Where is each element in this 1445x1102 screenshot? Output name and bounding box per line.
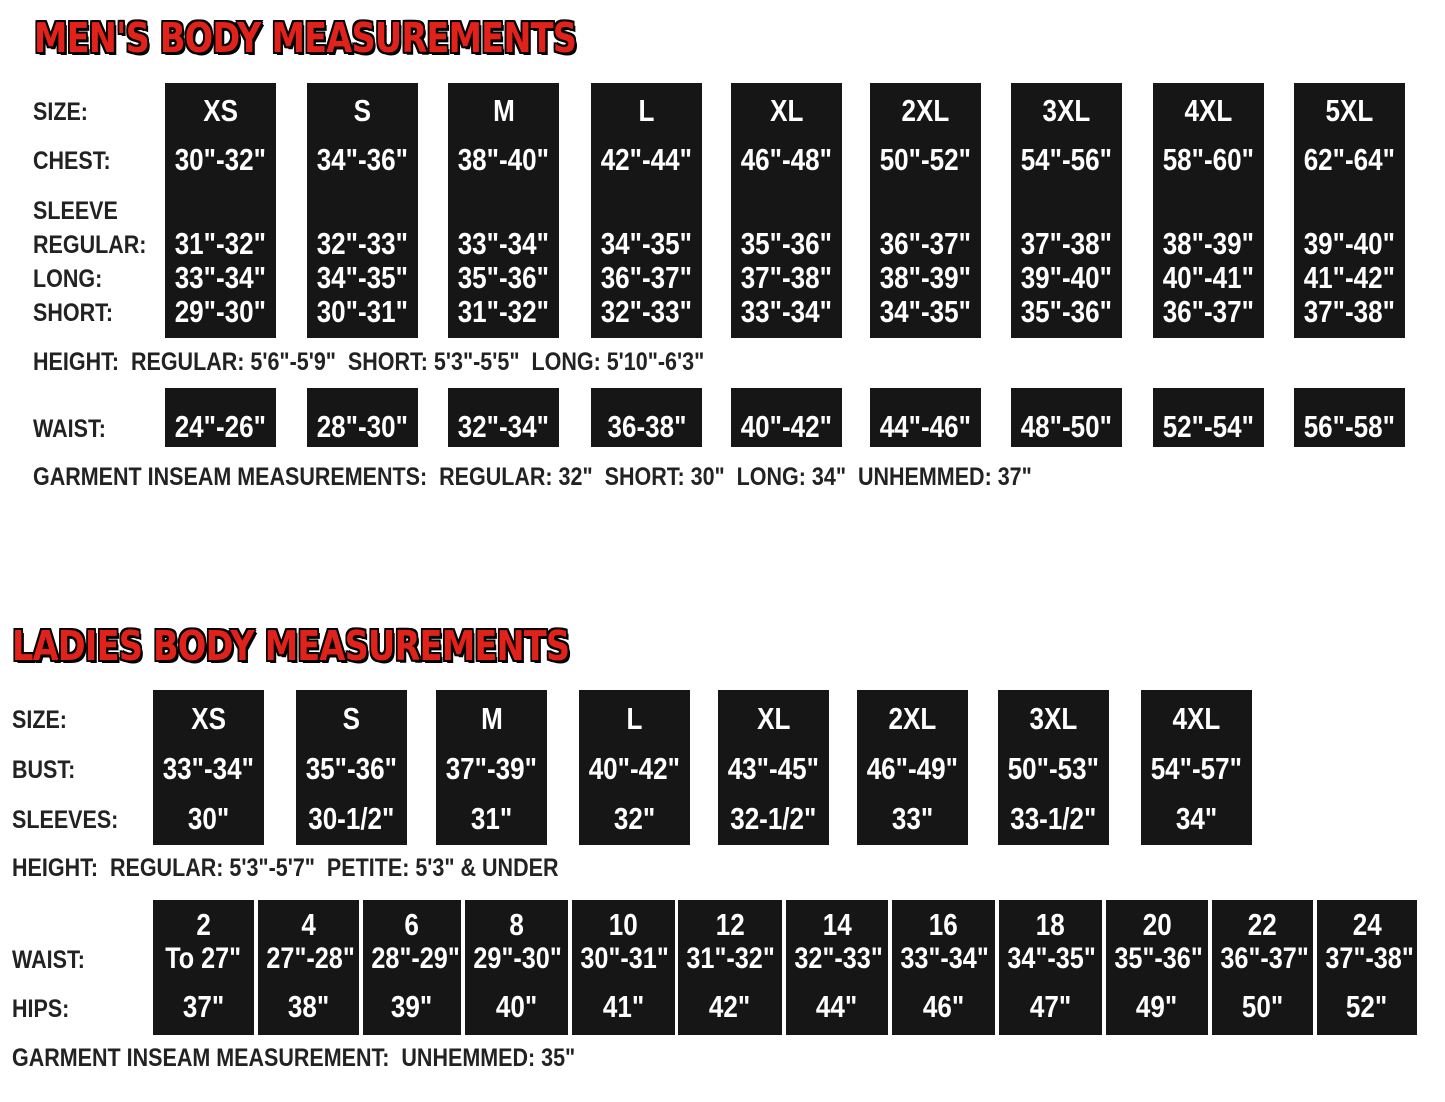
men-sleeve-short-cell-text: 34"-35" <box>879 294 972 329</box>
ladies-bust-cell <box>998 752 1109 786</box>
men-size-cell <box>1294 94 1405 128</box>
ladies-size-column <box>579 690 690 845</box>
men-waist-value <box>165 410 276 444</box>
ladies-waist-cell <box>1106 942 1208 976</box>
ladies-waist-cell <box>363 942 461 976</box>
men-waist-cell <box>307 388 418 447</box>
ladies-waist-cell-text: 35"-36" <box>1114 942 1203 975</box>
ladies-size-column <box>296 690 407 845</box>
ladies-sleeves-cell <box>296 802 407 836</box>
ladies-numeric-size-cell-text: 6 <box>404 907 420 942</box>
ladies-numeric-column <box>786 900 888 1035</box>
ladies-bust-cell <box>718 752 829 786</box>
ladies-sleeves-cell <box>579 802 690 836</box>
men-sleeve-regular-cell-text: 38"-39" <box>1162 226 1255 261</box>
men-size-column <box>1153 83 1264 338</box>
men-waist-cell <box>1294 388 1405 447</box>
men-size-cell <box>1153 94 1264 128</box>
ladies-numeric-size-cell <box>1212 908 1313 942</box>
ladies-bust-cell <box>436 752 547 786</box>
men-sleeve-long-cell-text: 35"-36" <box>457 260 550 295</box>
men-chest-cell <box>1153 143 1264 177</box>
ladies-waist-cell <box>892 942 995 976</box>
men-size-cell <box>307 94 418 128</box>
men-size-cell <box>870 94 981 128</box>
ladies-numeric-size-cell-text: 4 <box>301 907 316 942</box>
men-sleeve-regular-cell <box>1011 227 1122 261</box>
men-waist-value-text: 56"-58" <box>1303 409 1396 444</box>
men-height-line: HEIGHT: REGULAR: 5'6"-5'9" SHORT: 5'3"-5'5" LONG: 5'10"-6'3" <box>33 348 705 376</box>
men-waist-value-text: 36-38" <box>607 409 686 444</box>
men-waist-value-text: 24"-26" <box>174 409 267 444</box>
ladies-numeric-size-cell <box>465 908 568 942</box>
men-waist-value <box>591 410 702 444</box>
ladies-height-line: HEIGHT: REGULAR: 5'3"-5'7" PETITE: 5'3" & UNDER <box>12 854 559 882</box>
ladies-bust-cell-text: 33"-34" <box>162 751 255 786</box>
men-sleeve-short-cell-text: 32"-33" <box>600 294 693 329</box>
ladies-waist-cell <box>153 942 254 976</box>
men-chest-cell <box>448 143 559 177</box>
ladies-bust-cell-text: 40"-42" <box>588 751 681 786</box>
ladies-waist-cell <box>999 942 1102 976</box>
men-sleeve-regular-cell <box>165 227 276 261</box>
ladies-waist-cell-text: To 27" <box>165 942 242 975</box>
ladies-numeric-column <box>1106 900 1208 1035</box>
ladies-sleeves-cell-text: 33-1/2" <box>1010 801 1097 836</box>
men-sleeve-short-cell-text: 30"-31" <box>316 294 409 329</box>
men-sleeve-short-cell <box>731 295 842 329</box>
men-sleeve-long-cell-text: 40"-41" <box>1162 260 1255 295</box>
men-sleeve-short-cell <box>1153 295 1264 329</box>
ladies-waist-cell <box>786 942 888 976</box>
men-size-column <box>591 83 702 338</box>
men-chest-cell-text: 50"-52" <box>879 142 972 177</box>
ladies-sleeves-cell-text: 30-1/2" <box>308 801 395 836</box>
men-inseam-line: GARMENT INSEAM MEASUREMENTS: REGULAR: 32" SHORT: 30" LONG: 34" UNHEMMED: 37" <box>33 463 1032 491</box>
men-size-cell <box>165 94 276 128</box>
ladies-waist-cell-text: 30"-31" <box>580 942 669 975</box>
ladies-numeric-size-cell-text: 18 <box>1036 907 1065 942</box>
men-waist-cell <box>591 388 702 447</box>
ladies-hips-cell-text: 37" <box>182 989 225 1024</box>
ladies-numeric-column <box>892 900 995 1035</box>
ladies-hips-cell <box>572 990 675 1024</box>
ladies-hips-cell <box>153 990 254 1024</box>
ladies-size-cell-text: 3XL <box>1029 701 1078 736</box>
ladies-numeric-size-cell-text: 2 <box>196 907 211 942</box>
men-chest-label: CHEST: <box>33 147 111 175</box>
ladies-size-cell <box>718 702 829 736</box>
ladies-bust-cell-text: 46"-49" <box>866 751 959 786</box>
men-size-column <box>448 83 559 338</box>
ladies-numeric-size-cell <box>786 908 888 942</box>
ladies-size-cell <box>998 702 1109 736</box>
ladies-sleeves-cell-text: 31" <box>470 801 513 836</box>
ladies-hips-cell-text: 47" <box>1029 989 1072 1024</box>
ladies-numeric-size-cell-text: 16 <box>929 907 958 942</box>
men-sleeve-short-cell <box>591 295 702 329</box>
men-sleeve-long-cell <box>165 261 276 295</box>
men-waist-value-text: 40"-42" <box>740 409 833 444</box>
ladies-sleeves-cell <box>998 802 1109 836</box>
ladies-size-cell-text: L <box>626 701 643 736</box>
ladies-numeric-column <box>999 900 1102 1035</box>
men-size-cell-text: XL <box>769 93 804 128</box>
men-size-column <box>1011 83 1122 338</box>
men-sleeve-short-label: SHORT: <box>33 299 114 327</box>
men-waist-label: WAIST: <box>33 415 106 443</box>
ladies-waist-cell <box>465 942 568 976</box>
ladies-bust-cell <box>579 752 690 786</box>
men-sleeve-long-cell <box>1153 261 1264 295</box>
men-sleeve-regular-cell-text: 33"-34" <box>457 226 550 261</box>
men-sleeve-regular-cell-text: 34"-35" <box>600 226 693 261</box>
men-size-cell-text: 4XL <box>1184 93 1233 128</box>
ladies-hips-cell-text: 49" <box>1136 989 1178 1024</box>
men-sleeve-regular-cell <box>870 227 981 261</box>
ladies-numeric-size-cell <box>999 908 1102 942</box>
ladies-waist-cell-text: 29"-30" <box>473 942 562 975</box>
ladies-numeric-size-cell-text: 14 <box>822 907 852 942</box>
ladies-waist-cell <box>1317 942 1417 976</box>
ladies-hips-cell <box>999 990 1102 1024</box>
men-sleeve-long-cell-text: 41"-42" <box>1303 260 1396 295</box>
ladies-hips-cell <box>1106 990 1208 1024</box>
men-sleeve-long-cell <box>591 261 702 295</box>
men-sleeve-short-cell-text: 37"-38" <box>1303 294 1396 329</box>
men-size-cell-text: 2XL <box>901 93 950 128</box>
men-size-column <box>307 83 418 338</box>
ladies-hips-cell <box>786 990 888 1024</box>
ladies-hips-cell-text: 42" <box>709 989 751 1024</box>
men-chest-cell <box>165 143 276 177</box>
men-sleeve-long-cell <box>448 261 559 295</box>
ladies-hips-cell-text: 41" <box>602 989 645 1024</box>
ladies-size-cell <box>579 702 690 736</box>
ladies-sleeves-cell-text: 30" <box>187 801 230 836</box>
men-sleeve-regular-cell <box>307 227 418 261</box>
ladies-sleeves-cell <box>436 802 547 836</box>
ladies-numeric-size-cell <box>892 908 995 942</box>
ladies-size-cell <box>296 702 407 736</box>
men-sleeve-long-label: LONG: <box>33 265 103 293</box>
men-waist-cell <box>1011 388 1122 447</box>
men-sleeve-long-cell-text: 36"-37" <box>600 260 693 295</box>
men-waist-value-text: 32"-34" <box>457 409 550 444</box>
men-chest-cell-text: 46"-48" <box>740 142 833 177</box>
ladies-waist-cell-text: 28"-29" <box>371 942 460 975</box>
ladies-bust-cell <box>153 752 264 786</box>
ladies-bust-cell-text: 50"-53" <box>1007 751 1100 786</box>
ladies-waist-cell <box>258 942 359 976</box>
men-chest-cell-text: 38"-40" <box>457 142 550 177</box>
men-size-cell <box>1011 94 1122 128</box>
ladies-sleeves-cell <box>1141 802 1252 836</box>
ladies-size-column <box>718 690 829 845</box>
men-chest-cell-text: 42"-44" <box>600 142 693 177</box>
ladies-bust-cell-text: 43"-45" <box>727 751 820 786</box>
men-size-column <box>1294 83 1405 338</box>
men-chest-cell <box>870 143 981 177</box>
ladies-size-column <box>436 690 547 845</box>
ladies-bust-cell <box>1141 752 1252 786</box>
men-waist-cell <box>731 388 842 447</box>
men-sleeve-regular-cell-text: 32"-33" <box>316 226 409 261</box>
ladies-sleeves-cell-text: 32-1/2" <box>730 801 817 836</box>
ladies-waist-cell-text: 34"-35" <box>1007 942 1096 975</box>
men-size-cell-text: XS <box>203 93 238 128</box>
men-sleeve-regular-cell <box>448 227 559 261</box>
ladies-waist-cell-text: 37"-38" <box>1325 942 1414 975</box>
men-sleeve-long-cell <box>870 261 981 295</box>
ladies-size-cell <box>1141 702 1252 736</box>
ladies-numeric-column <box>678 900 782 1035</box>
ladies-size-cell-text: S <box>342 701 361 736</box>
ladies-waist-cell <box>1212 942 1313 976</box>
ladies-numeric-size-cell-text: 8 <box>509 907 524 942</box>
ladies-waist-cell-text: 33"-34" <box>900 942 989 975</box>
ladies-size-cell-text: XL <box>756 701 791 736</box>
men-chest-cell <box>307 143 418 177</box>
ladies-size-cell <box>153 702 264 736</box>
men-section-title: MEN'S BODY MEASUREMENTS <box>34 14 577 62</box>
ladies-numeric-column <box>465 900 568 1035</box>
ladies-numeric-size-cell-text: 12 <box>715 907 745 942</box>
men-sleeve-short-cell-text: 31"-32" <box>457 294 550 329</box>
ladies-hips-label: HIPS: <box>12 995 70 1023</box>
ladies-bust-cell-text: 35"-36" <box>305 751 398 786</box>
men-waist-value <box>307 410 418 444</box>
men-chest-cell-text: 62"-64" <box>1303 142 1396 177</box>
men-sleeve-long-cell <box>731 261 842 295</box>
ladies-hips-cell-text: 38" <box>287 989 330 1024</box>
men-size-column <box>165 83 276 338</box>
ladies-numeric-column <box>363 900 461 1035</box>
ladies-numeric-size-cell-text: 20 <box>1142 907 1172 942</box>
ladies-size-label: SIZE: <box>12 706 67 734</box>
ladies-size-cell <box>857 702 968 736</box>
ladies-hips-cell <box>1212 990 1313 1024</box>
ladies-numeric-size-cell <box>1317 908 1417 942</box>
men-sleeve-long-cell-text: 33"-34" <box>174 260 267 295</box>
men-sleeve-regular-cell-text: 35"-36" <box>740 226 833 261</box>
ladies-inseam-line: GARMENT INSEAM MEASUREMENT: UNHEMMED: 35" <box>12 1044 576 1072</box>
ladies-waist-cell-text: 36"-37" <box>1220 942 1309 975</box>
men-sleeve-regular-cell-text: 31"-32" <box>174 226 267 261</box>
men-chest-cell <box>1294 143 1405 177</box>
men-waist-cell <box>165 388 276 447</box>
men-waist-value <box>1153 410 1264 444</box>
men-size-cell-text: 3XL <box>1042 93 1091 128</box>
ladies-waist-cell <box>572 942 675 976</box>
men-chest-cell-text: 54"-56" <box>1020 142 1113 177</box>
men-waist-value <box>1011 410 1122 444</box>
men-sleeve-short-cell-text: 35"-36" <box>1020 294 1113 329</box>
ladies-waist-cell-text: 31"-32" <box>686 942 775 975</box>
ladies-numeric-size-cell-text: 24 <box>1352 907 1382 942</box>
ladies-numeric-column <box>153 900 254 1035</box>
men-size-label: SIZE: <box>33 98 88 126</box>
ladies-hips-cell <box>465 990 568 1024</box>
ladies-numeric-column <box>1317 900 1417 1035</box>
men-waist-value <box>870 410 981 444</box>
men-chest-cell-text: 30"-32" <box>174 142 267 177</box>
men-sleeve-regular-cell-text: 39"-40" <box>1303 226 1396 261</box>
men-sleeve-short-cell-text: 29"-30" <box>174 294 267 329</box>
men-sleeve-label: SLEEVE <box>33 197 118 225</box>
men-waist-value-text: 52"-54" <box>1162 409 1255 444</box>
ladies-sleeves-cell-text: 34" <box>1175 801 1218 836</box>
men-waist-value <box>731 410 842 444</box>
men-sleeve-short-cell <box>448 295 559 329</box>
men-sleeve-short-cell <box>1011 295 1122 329</box>
ladies-sleeves-cell-text: 33" <box>891 801 934 836</box>
ladies-section-title: LADIES BODY MEASUREMENTS <box>12 622 570 670</box>
ladies-sleeves-cell <box>857 802 968 836</box>
men-sleeve-long-cell <box>1294 261 1405 295</box>
ladies-size-column <box>153 690 264 845</box>
men-waist-value <box>448 410 559 444</box>
ladies-size-cell <box>436 702 547 736</box>
ladies-size-column <box>857 690 968 845</box>
ladies-hips-cell <box>1317 990 1417 1024</box>
ladies-numeric-size-cell-text: 10 <box>609 907 638 942</box>
men-sleeve-regular-label: REGULAR: <box>33 231 147 259</box>
ladies-hips-cell-text: 44" <box>816 989 858 1024</box>
ladies-sleeves-cell-text: 32" <box>613 801 656 836</box>
ladies-bust-cell <box>296 752 407 786</box>
ladies-hips-cell <box>892 990 995 1024</box>
men-waist-value-text: 28"-30" <box>316 409 409 444</box>
men-sleeve-short-cell <box>307 295 418 329</box>
ladies-waist-cell-text: 32"-33" <box>794 942 883 975</box>
men-chest-cell <box>591 143 702 177</box>
men-sleeve-long-cell <box>1011 261 1122 295</box>
men-size-cell <box>731 94 842 128</box>
ladies-sleeves-label: SLEEVES: <box>12 806 119 834</box>
men-sleeve-regular-cell <box>1294 227 1405 261</box>
men-waist-cell <box>1153 388 1264 447</box>
ladies-hips-cell-text: 50" <box>1241 989 1284 1024</box>
men-sleeve-regular-cell-text: 36"-37" <box>879 226 972 261</box>
ladies-numeric-column <box>1212 900 1313 1035</box>
ladies-bust-cell-text: 37"-39" <box>445 751 538 786</box>
men-size-cell-text: S <box>353 93 372 128</box>
ladies-size-column <box>1141 690 1252 845</box>
ladies-numeric-size-cell <box>153 908 254 942</box>
ladies-size-cell-text: M <box>480 701 503 736</box>
ladies-numeric-column <box>258 900 359 1035</box>
ladies-hips-cell <box>363 990 461 1024</box>
men-sleeve-short-cell-text: 36"-37" <box>1162 294 1255 329</box>
men-sleeve-regular-cell <box>731 227 842 261</box>
ladies-sleeves-cell <box>153 802 264 836</box>
men-size-cell-text: M <box>492 93 515 128</box>
men-sleeve-short-cell <box>1294 295 1405 329</box>
men-sleeve-long-cell <box>307 261 418 295</box>
men-sleeve-long-cell-text: 34"-35" <box>316 260 409 295</box>
ladies-numeric-size-cell <box>678 908 782 942</box>
men-chest-cell-text: 34"-36" <box>316 142 409 177</box>
ladies-numeric-size-cell <box>572 908 675 942</box>
ladies-hips-cell-text: 39" <box>391 989 433 1024</box>
ladies-waist-cell <box>678 942 782 976</box>
men-sleeve-long-cell-text: 38"-39" <box>879 260 972 295</box>
men-sleeve-regular-cell <box>591 227 702 261</box>
ladies-bust-label: BUST: <box>12 756 76 784</box>
ladies-waist-label: WAIST: <box>12 946 85 974</box>
ladies-size-column <box>998 690 1109 845</box>
men-waist-value-text: 48"-50" <box>1020 409 1113 444</box>
men-size-cell <box>448 94 559 128</box>
men-size-cell-text: L <box>638 93 655 128</box>
men-sleeve-short-cell <box>870 295 981 329</box>
ladies-bust-cell <box>857 752 968 786</box>
men-sleeve-long-cell-text: 39"-40" <box>1020 260 1113 295</box>
ladies-size-cell-text: 4XL <box>1172 701 1221 736</box>
ladies-hips-cell <box>258 990 359 1024</box>
ladies-hips-cell-text: 46" <box>922 989 965 1024</box>
ladies-numeric-size-cell <box>1106 908 1208 942</box>
men-sleeve-long-cell-text: 37"-38" <box>740 260 833 295</box>
men-size-column <box>870 83 981 338</box>
ladies-numeric-size-cell-text: 22 <box>1248 907 1277 942</box>
men-size-column <box>731 83 842 338</box>
ladies-waist-cell-text: 27"-28" <box>266 942 355 975</box>
men-chest-cell <box>1011 143 1122 177</box>
ladies-bust-cell-text: 54"-57" <box>1150 751 1243 786</box>
ladies-hips-cell <box>678 990 782 1024</box>
men-waist-value <box>1294 410 1405 444</box>
men-sleeve-short-cell-text: 33"-34" <box>740 294 833 329</box>
ladies-hips-cell-text: 40" <box>495 989 538 1024</box>
ladies-sleeves-cell <box>718 802 829 836</box>
ladies-size-cell-text: 2XL <box>888 701 937 736</box>
ladies-numeric-size-cell <box>363 908 461 942</box>
men-waist-cell <box>448 388 559 447</box>
men-sleeve-regular-cell-text: 37"-38" <box>1020 226 1113 261</box>
men-chest-cell-text: 58"-60" <box>1162 142 1255 177</box>
men-sleeve-regular-cell <box>1153 227 1264 261</box>
ladies-numeric-size-cell <box>258 908 359 942</box>
men-waist-value-text: 44"-46" <box>879 409 972 444</box>
men-size-cell <box>591 94 702 128</box>
men-size-cell-text: 5XL <box>1325 93 1374 128</box>
men-chest-cell <box>731 143 842 177</box>
ladies-size-cell-text: XS <box>191 701 226 736</box>
ladies-numeric-column <box>572 900 675 1035</box>
men-sleeve-short-cell <box>165 295 276 329</box>
men-waist-cell <box>870 388 981 447</box>
ladies-hips-cell-text: 52" <box>1346 989 1388 1024</box>
